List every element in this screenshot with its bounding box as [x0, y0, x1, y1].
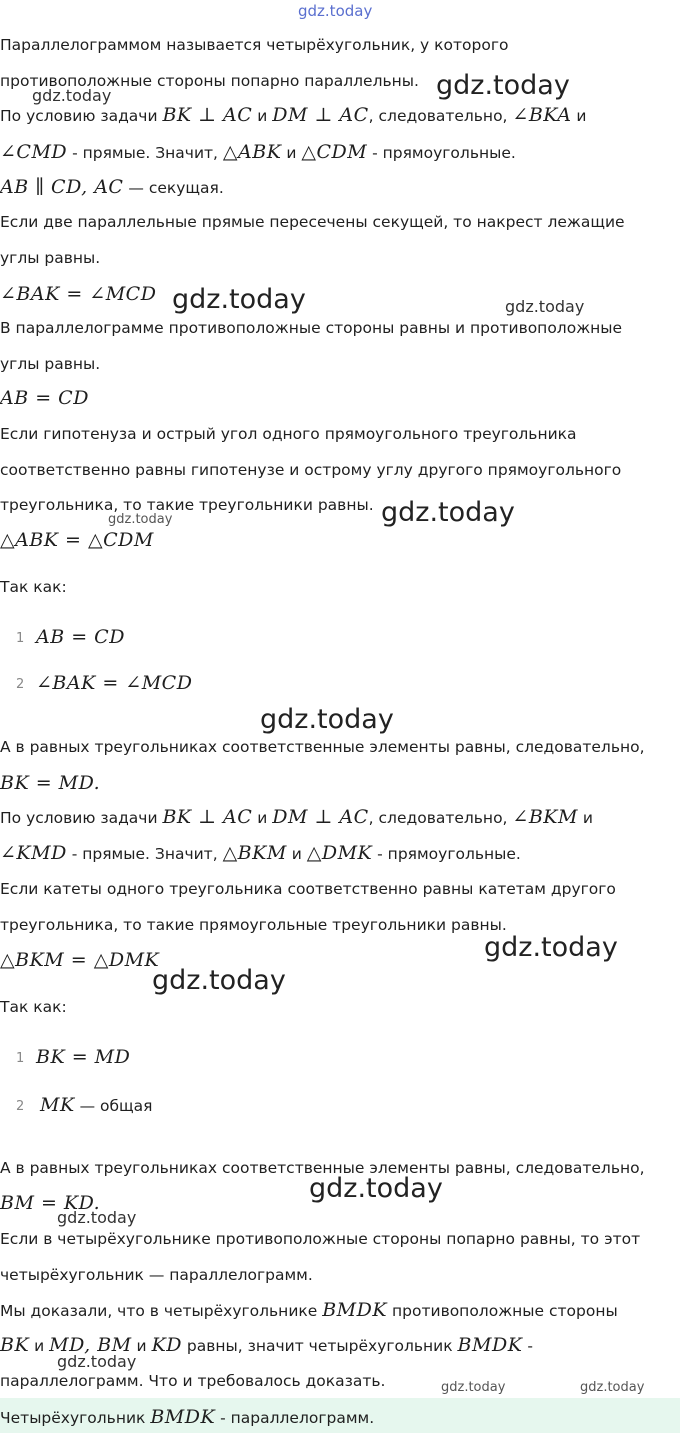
math-expression: ∠CMD — [0, 141, 68, 163]
text-segment: - прямоугольные. — [367, 144, 516, 162]
text-segment: - — [522, 1337, 533, 1355]
text-segment: Если гипотенуза и острый угол одного прямоугольного треугольника — [0, 425, 577, 443]
text-segment: и — [29, 1337, 50, 1355]
math-expression: ∠KMD — [0, 842, 67, 864]
watermark: gdz.today — [580, 1380, 645, 1395]
math-expression: DM ⊥ AC — [272, 806, 369, 828]
text-segment: четырёхугольник — параллелограмм. — [0, 1266, 313, 1284]
text-segment: Так как: — [0, 998, 67, 1016]
text-line — [0, 997, 67, 1017]
math-expression: AB ∥ CD, AC — [0, 176, 124, 198]
text-segment: Четырёхугольник — [0, 1409, 151, 1427]
text-segment: Если в четырёхугольнике противоположные стороны попарно равны, то этот — [0, 1230, 641, 1248]
text-segment: , следовательно, — [368, 107, 513, 125]
math-expression: △BKM = △DMK — [0, 949, 160, 971]
text-segment: А в равных треугольниках соответственные элементы равны, следовательно, — [0, 738, 645, 756]
math-expression: BK = MD. — [0, 772, 101, 794]
watermark: gdz.today — [505, 297, 585, 316]
text-segment: - параллелограмм. — [215, 1409, 375, 1427]
math-expression: △BKM — [222, 842, 287, 864]
text-line — [0, 318, 622, 338]
math-expression: DM ⊥ AC — [272, 104, 369, 126]
text-line — [0, 424, 577, 444]
text-segment: и — [577, 809, 593, 827]
text-segment: — общая — [74, 1097, 153, 1115]
math-expression: AB = CD — [0, 387, 89, 409]
text-segment: и — [281, 144, 302, 162]
text-segment: треугольника, то такие треугольники равны. — [0, 496, 374, 514]
math-expression: △ABK — [222, 141, 282, 163]
math-expression: △ABK = △CDM — [0, 529, 154, 551]
watermark: gdz.today — [108, 512, 173, 527]
text-line — [0, 248, 100, 268]
math-expression: AB = CD — [36, 626, 125, 648]
math-expression: BK ⊥ AC — [162, 104, 253, 126]
watermark: gdz.today — [381, 497, 515, 528]
text-line — [0, 495, 374, 515]
text-segment: По условию задачи — [0, 809, 163, 827]
text-line — [0, 915, 507, 935]
math-expression: △DMK — [306, 842, 373, 864]
math-expression: ∠BAK = ∠MCD — [0, 283, 157, 305]
text-line — [0, 530, 154, 551]
text-segment: и — [286, 845, 307, 863]
math-expression: BMDK — [457, 1334, 523, 1356]
text-segment: Если катеты одного треугольника соответственно равны катетам другого — [0, 880, 616, 898]
text-line — [0, 807, 593, 828]
math-expression: MD, BM — [49, 1334, 132, 1356]
math-expression: BK = MD — [36, 1046, 131, 1068]
text-segment: параллелограмм. Что и требовалось доказать. — [0, 1372, 386, 1390]
text-line — [0, 737, 645, 757]
text-segment: противоположные стороны — [387, 1302, 618, 1320]
text-segment: треугольника, то такие прямоугольные треугольники равны. — [0, 916, 507, 934]
text-line — [0, 1300, 618, 1321]
watermark: gdz.today — [172, 284, 306, 315]
text-line — [0, 1371, 385, 1391]
math-expression: MK — [40, 1094, 75, 1116]
text-segment: углы равны. — [0, 355, 101, 373]
list-number: 2 — [16, 677, 25, 692]
text-line — [0, 950, 159, 971]
text-segment: и — [252, 809, 273, 827]
text-line — [36, 673, 192, 694]
text-line — [36, 1047, 130, 1068]
text-line — [0, 284, 156, 305]
text-segment: Параллелограммом называется четырёхугольник, у которого — [0, 36, 509, 54]
list-number: 2 — [16, 1099, 25, 1114]
list-number: 1 — [16, 1051, 25, 1066]
watermark: gdz.today — [32, 86, 112, 105]
watermark: gdz.today — [436, 70, 570, 101]
text-segment: — секущая. — [123, 179, 224, 197]
text-line — [0, 1407, 374, 1428]
text-segment: , следовательно, — [368, 809, 513, 827]
text-line — [40, 1095, 152, 1116]
watermark: gdz.today — [152, 965, 286, 996]
text-segment: Так как: — [0, 578, 67, 596]
watermark: gdz.today — [260, 704, 394, 735]
text-line — [0, 879, 616, 899]
text-segment: и — [131, 1337, 152, 1355]
text-segment: соответственно равны гипотенузе и острому углу другого прямоугольного — [0, 461, 622, 479]
text-line — [0, 142, 516, 163]
text-segment: и — [571, 107, 587, 125]
watermark: gdz.today — [309, 1173, 443, 1204]
text-line — [0, 843, 521, 864]
text-segment: - прямоугольные. — [372, 845, 521, 863]
text-line — [36, 627, 125, 648]
text-line — [0, 460, 621, 480]
math-expression: BK ⊥ AC — [162, 806, 253, 828]
math-expression: ∠BAK = ∠MCD — [36, 672, 193, 694]
text-segment: Мы доказали, что в четырёхугольнике — [0, 1302, 323, 1320]
list-number: 1 — [16, 631, 25, 646]
watermark: gdz.today — [441, 1380, 506, 1395]
text-segment: противоположные стороны попарно параллельны. — [0, 72, 419, 90]
text-segment: равны, значит четырёхугольник — [182, 1337, 458, 1355]
text-line — [0, 577, 67, 597]
text-segment: - прямые. Значит, — [66, 845, 223, 863]
text-line — [0, 388, 89, 409]
math-expression: ∠BKA — [512, 104, 572, 126]
text-line — [0, 177, 224, 198]
math-expression: BMDK — [150, 1406, 216, 1428]
text-segment: В параллелограмме противоположные стороны равны и противоположные — [0, 319, 623, 337]
watermark: gdz.today — [298, 2, 373, 20]
math-expression: ∠BKM — [512, 806, 578, 828]
text-segment: и — [252, 107, 273, 125]
math-expression: BK — [0, 1334, 30, 1356]
text-line — [0, 354, 100, 374]
text-line — [0, 1265, 313, 1285]
math-expression: BM = KD. — [0, 1192, 101, 1214]
math-expression: BMDK — [322, 1299, 388, 1321]
text-line — [0, 35, 508, 55]
text-segment: Если две параллельные прямые пересечены секущей, то накрест лежащие — [0, 213, 625, 231]
text-line — [0, 773, 100, 794]
watermark: gdz.today — [484, 932, 618, 963]
text-line — [0, 105, 586, 126]
watermark: gdz.today — [57, 1352, 137, 1371]
text-segment: - прямые. Значит, — [67, 144, 223, 162]
math-expression: △CDM — [301, 141, 368, 163]
text-line — [0, 1229, 640, 1249]
text-segment: углы равны. — [0, 249, 101, 267]
text-segment: А в равных треугольниках соответственные элементы равны, следовательно, — [0, 1159, 645, 1177]
watermark: gdz.today — [57, 1208, 137, 1227]
text-segment: По условию задачи — [0, 107, 163, 125]
math-expression: KD — [151, 1334, 182, 1356]
text-line — [0, 212, 625, 232]
